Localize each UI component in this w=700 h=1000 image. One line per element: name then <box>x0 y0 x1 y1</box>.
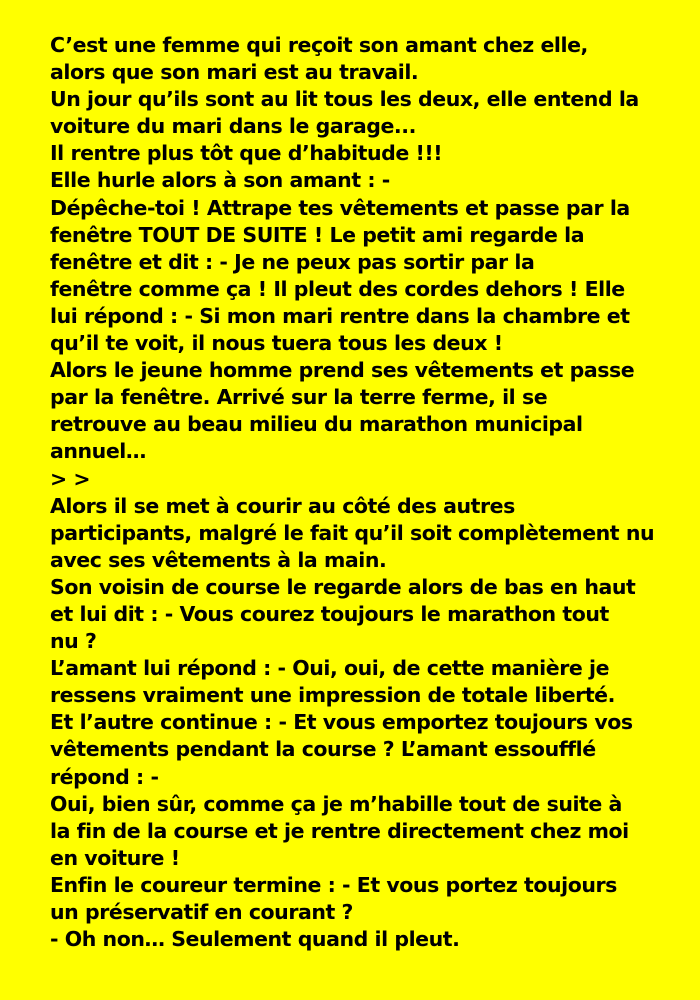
text-line: qu’il te voit, il nous tuera tous les deux ! <box>50 331 503 356</box>
text-line: Elle hurle alors à son amant : - <box>50 168 390 193</box>
text-line: annuel… <box>50 439 146 464</box>
text-line: ressens vraiment une impression de totale liberté. <box>50 683 615 708</box>
text-line: participants, malgré le fait qu’il soit complètement nu <box>50 520 655 545</box>
joke-text <box>50 32 664 953</box>
text-line: fenêtre et dit : - Je ne peux pas sortir par la <box>50 249 535 274</box>
text-line: fenêtre comme ça ! Il pleut des cordes dehors ! Elle <box>50 276 625 301</box>
text-line: retrouve au beau milieu du marathon municipal <box>50 412 583 437</box>
text-line: C’est une femme qui reçoit son amant chez elle, <box>50 33 588 57</box>
text-line: Il rentre plus tôt que d’habitude !!! <box>50 141 443 166</box>
text-line: Un jour qu’ils sont au lit tous les deux, elle entend la <box>50 87 639 112</box>
text-line: Alors il se met à courir au côté des autres <box>50 493 515 518</box>
text-line: Alors le jeune homme prend ses vêtements et passe <box>50 358 635 383</box>
text-line: alors que son mari est au travail. <box>50 60 419 85</box>
text-line: - Oh non… Seulement quand il pleut. <box>50 927 460 952</box>
text-line: > > <box>50 466 91 491</box>
text-line: fenêtre TOUT DE SUITE ! Le petit ami regarde la <box>50 222 585 247</box>
text-line: L’amant lui répond : - Oui, oui, de cette manière je <box>50 656 610 681</box>
text-line: avec ses vêtements à la main. <box>50 547 387 572</box>
text-line: par la fenêtre. Arrivé sur la terre ferme, il se <box>50 385 548 410</box>
text-line: Son voisin de course le regarde alors de bas en haut <box>50 574 636 599</box>
text-line: nu ? <box>50 629 97 654</box>
text-line: Enfin le coureur termine : - Et vous portez toujours <box>50 872 617 897</box>
text-line: lui répond : - Si mon mari rentre dans la chambre et <box>50 303 630 328</box>
text-line: Oui, bien sûr, comme ça je m’habille tout de suite à <box>50 791 622 816</box>
text-line: voiture du mari dans le garage... <box>50 114 416 139</box>
text-line: la fin de la course et je rentre directement chez moi <box>50 818 629 843</box>
text-line: Dépêche-toi ! Attrape tes vêtements et passe par la <box>50 195 630 220</box>
text-line: en voiture ! <box>50 845 180 870</box>
text-line: répond : - <box>50 764 159 789</box>
text-line: et lui dit : - Vous courez toujours le marathon tout <box>50 601 609 626</box>
text-line: vêtements pendant la course ? L’amant essoufflé <box>50 737 596 762</box>
text-line: Et l’autre continue : - Et vous emportez toujours vos <box>50 710 633 735</box>
text-line: un préservatif en courant ? <box>50 900 353 924</box>
